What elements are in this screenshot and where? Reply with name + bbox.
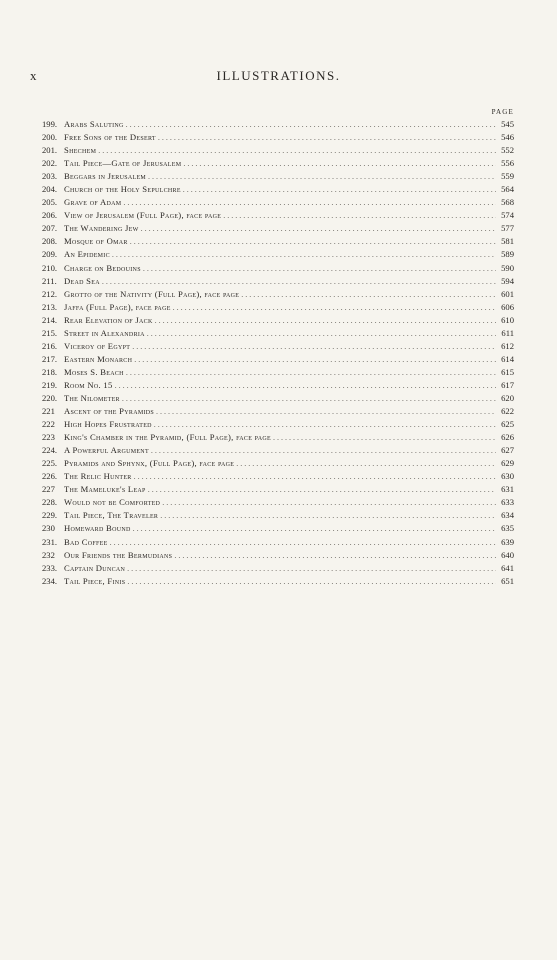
entry-title: The Wandering Jew: [64, 223, 139, 234]
dot-leader: [133, 522, 496, 535]
entry-title: Tail Piece—Gate of Jerusalem: [64, 158, 182, 169]
entry-number: 208.: [42, 236, 58, 247]
list-item: [42, 314, 514, 327]
entry-page-number: 630: [501, 471, 514, 482]
entry-title: Free Sons of the Desert: [64, 132, 156, 143]
dot-leader: [158, 131, 496, 144]
entry-title: The Mameluke's Leap: [64, 484, 146, 495]
dot-leader: [123, 196, 496, 209]
entry-page-number: 631: [501, 484, 514, 495]
entry-page-number: 627: [501, 445, 514, 456]
list-item: [42, 262, 514, 275]
dot-leader: [162, 496, 496, 509]
dot-leader: [174, 549, 496, 562]
list-item: [42, 405, 514, 418]
list-item: [42, 379, 514, 392]
list-item: [42, 170, 514, 183]
running-head: [0, 68, 557, 84]
entry-page-number: 552: [501, 145, 514, 156]
dot-leader: [154, 418, 496, 431]
entry-page-number: 545: [501, 119, 514, 129]
list-item: [42, 470, 514, 483]
entry-title: Eastern Monarch: [64, 353, 133, 364]
dot-leader: [143, 262, 496, 275]
dot-leader: [148, 483, 496, 496]
entry-title: Pyramids and Sphynx, (Full Page), face page: [64, 458, 235, 469]
entry-page-number: 615: [501, 366, 514, 377]
entry-page-number: 622: [501, 406, 514, 417]
entry-title: King's Chamber in the Pyramid, (Full Page), face page: [64, 432, 271, 443]
list-item: [42, 327, 514, 340]
dot-leader: [134, 353, 496, 366]
entry-title: Bad Coffee: [64, 536, 108, 547]
entry-title: Shechem: [64, 145, 97, 156]
entry-number: 212.: [42, 288, 58, 299]
page-folio: x: [30, 68, 38, 83]
entry-page-number: 635: [501, 523, 514, 534]
entry-title: Our Friends the Bermudians: [64, 549, 173, 560]
entry-number: 210.: [42, 262, 58, 273]
entry-page-number: 574: [501, 210, 514, 221]
dot-leader: [141, 222, 496, 235]
entry-number: 221: [42, 406, 55, 417]
entry-title: Church of the Holy Sepulchre: [64, 184, 181, 195]
dot-leader: [156, 405, 496, 418]
entry-title: Street in Alexandria: [64, 327, 145, 338]
entry-number: 228.: [42, 497, 58, 508]
entry-number: 220.: [42, 392, 58, 403]
entry-title: Rear Elevation of Jack: [64, 314, 153, 325]
entry-number: 204.: [42, 184, 58, 195]
list-item: [42, 131, 514, 144]
dot-leader: [236, 457, 496, 470]
entry-page-number: 612: [501, 340, 514, 351]
dot-leader: [122, 392, 496, 405]
list-item: [42, 157, 514, 170]
list-item: [42, 483, 514, 496]
entry-number: 231.: [42, 536, 58, 547]
list-item: [42, 209, 514, 222]
entry-title: Tail Piece, The Traveler: [64, 510, 159, 521]
dot-leader: [160, 509, 496, 522]
entry-page-number: 633: [501, 497, 514, 508]
entry-title: Grotto of the Nativity (Full Page), face page: [64, 288, 240, 299]
entry-page-number: 626: [501, 432, 514, 443]
entry-number: 205.: [42, 197, 58, 208]
entry-page-number: 546: [501, 132, 514, 143]
entry-title: Charge on Bedouins: [64, 262, 141, 273]
entry-title: Arabs Saluting: [64, 119, 124, 129]
list-item: [42, 457, 514, 470]
list-item: [42, 353, 514, 366]
dot-leader: [102, 275, 496, 288]
list-item: [42, 366, 514, 379]
entry-page-number: 640: [501, 549, 514, 560]
entry-title: Grave of Adam: [64, 197, 122, 208]
list-item: [42, 562, 514, 575]
entry-number: 229.: [42, 510, 58, 521]
entry-number: 218.: [42, 366, 58, 377]
dot-leader: [130, 235, 496, 248]
entry-title: The Nilometer: [64, 392, 120, 403]
entry-title: Would not be Comforted: [64, 497, 161, 508]
entry-number: 209.: [42, 249, 58, 260]
entry-page-number: 559: [501, 171, 514, 182]
entry-title: Homeward Bound: [64, 523, 131, 534]
entry-title: Tail Piece, Finis: [64, 575, 126, 586]
entry-number: 215.: [42, 327, 58, 338]
entry-number: 213.: [42, 301, 58, 312]
entry-title: Dead Sea: [64, 275, 100, 286]
entry-number: 216.: [42, 340, 58, 351]
entry-number: 207.: [42, 223, 58, 234]
dot-leader: [115, 379, 496, 392]
entry-page-number: 641: [501, 562, 514, 573]
list-item: [42, 196, 514, 209]
dot-leader: [127, 575, 496, 588]
list-item: [42, 118, 514, 131]
entry-page-number: 601: [501, 288, 514, 299]
dot-leader: [132, 340, 496, 353]
dot-leader: [148, 170, 496, 183]
entry-number: 224.: [42, 445, 58, 456]
list-item: [42, 340, 514, 353]
dot-leader: [173, 301, 496, 314]
entry-page-number: 611: [501, 327, 514, 338]
entry-number: 225.: [42, 458, 58, 469]
entry-page-number: 568: [501, 197, 514, 208]
entry-page-number: 590: [501, 262, 514, 273]
dot-leader: [223, 209, 496, 222]
entry-number: 217.: [42, 353, 58, 364]
entry-title: Mosque of Omar: [64, 236, 128, 247]
entry-title: Viceroy of Egypt: [64, 340, 131, 351]
entry-number: 214.: [42, 314, 58, 325]
list-item: [42, 431, 514, 444]
entry-number: 211.: [42, 275, 57, 286]
entry-title: Jaffa (Full Page), face page: [64, 301, 171, 312]
list-item: [42, 444, 514, 457]
list-item: [42, 536, 514, 549]
entry-title: Beggars in Jerusalem: [64, 171, 147, 182]
entry-page-number: 556: [501, 158, 514, 169]
page-column-label: PAGE: [491, 108, 514, 116]
entry-number: 227: [42, 484, 55, 495]
dot-leader: [134, 470, 496, 483]
entry-page-number: 594: [501, 275, 514, 286]
entry-number: 203.: [42, 171, 58, 182]
entry-page-number: 610: [501, 314, 514, 325]
entry-page-number: 617: [501, 379, 514, 390]
entry-number: 206.: [42, 210, 58, 221]
entry-number: 226.: [42, 471, 58, 482]
dot-leader: [155, 314, 496, 327]
list-item: [42, 392, 514, 405]
dot-leader: [241, 288, 496, 301]
entry-page-number: 614: [501, 353, 514, 364]
dot-leader: [183, 157, 496, 170]
list-item: [42, 522, 514, 535]
entry-title: Captain Duncan: [64, 562, 126, 573]
list-item: [42, 144, 514, 157]
dot-leader: [273, 431, 496, 444]
entry-page-number: 625: [501, 419, 514, 430]
entry-title: The Relic Hunter: [64, 471, 132, 482]
list-item: [42, 301, 514, 314]
entry-page-number: 589: [501, 249, 514, 260]
entry-page-number: 651: [501, 575, 514, 586]
dot-leader: [112, 248, 496, 261]
entry-title: View of Jerusalem (Full Page), face page: [64, 210, 222, 221]
dot-leader: [98, 144, 496, 157]
list-item: [42, 183, 514, 196]
dot-leader: [183, 183, 496, 196]
entry-number: 201.: [42, 145, 58, 156]
entry-number: 234.: [42, 575, 58, 586]
dot-leader: [126, 118, 496, 131]
entry-number: 199.: [42, 119, 58, 129]
entry-number: 200.: [42, 132, 58, 143]
page-title: ILLUSTRATIONS.: [216, 68, 341, 83]
entry-number: 222: [42, 419, 55, 430]
entry-title: Room No. 15: [64, 379, 113, 390]
illustrations-list: [42, 118, 514, 588]
entry-page-number: 639: [501, 536, 514, 547]
list-item: [42, 222, 514, 235]
list-item: [42, 496, 514, 509]
entry-title: Ascent of the Pyramids: [64, 406, 155, 417]
entry-number: 232: [42, 549, 55, 560]
entry-page-number: 564: [501, 184, 514, 195]
entry-page-number: 606: [501, 301, 514, 312]
list-item: [42, 235, 514, 248]
dot-leader: [147, 327, 496, 340]
dot-leader: [151, 444, 496, 457]
entry-page-number: 620: [501, 392, 514, 403]
list-item: [42, 418, 514, 431]
entry-number: 223: [42, 432, 55, 443]
entry-title: Moses S. Beach: [64, 366, 124, 377]
entry-number: 202.: [42, 158, 58, 169]
entry-number: 219.: [42, 379, 58, 390]
list-item: [42, 288, 514, 301]
entry-page-number: 577: [501, 223, 514, 234]
list-item: [42, 248, 514, 261]
entry-page-number: 629: [501, 458, 514, 469]
entry-number: 233.: [42, 562, 58, 573]
list-item: [42, 549, 514, 562]
entry-title: High Hopes Frustrated: [64, 419, 152, 430]
dot-leader: [110, 536, 496, 549]
entry-title: A Powerful Argument: [64, 445, 149, 456]
entry-page-number: 634: [501, 510, 514, 521]
entry-page-number: 581: [501, 236, 514, 247]
list-item: [42, 575, 514, 588]
list-item: [42, 275, 514, 288]
entry-title: An Epidemic: [64, 249, 110, 260]
dot-leader: [126, 366, 496, 379]
entry-number: 230: [42, 523, 55, 534]
list-item: [42, 509, 514, 522]
dot-leader: [127, 562, 496, 575]
